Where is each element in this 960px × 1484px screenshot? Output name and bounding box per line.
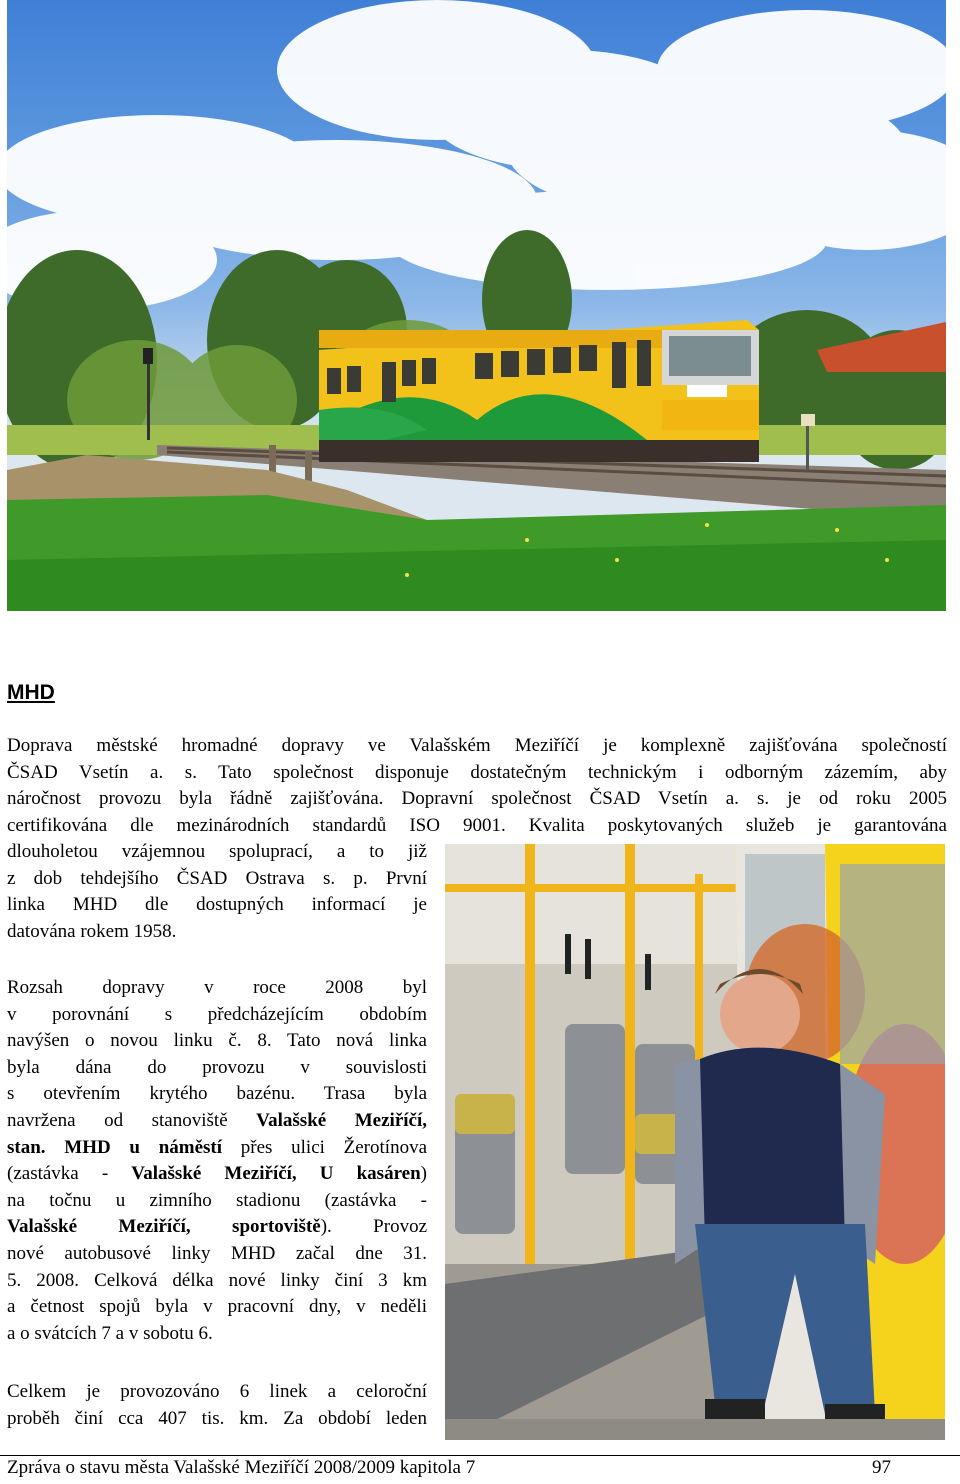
- page-footer: [0, 1448, 960, 1484]
- text-line: z dob tehdejšího ČSAD Ostrava s. p. První: [7, 867, 427, 889]
- text-line: proběh činí cca 407 tis. km. Za období leden: [7, 1407, 427, 1429]
- stop-name-bold: Valašské Meziříčí, U kasáren: [131, 1163, 421, 1185]
- text-line: a četnost spojů byla v pracovní dny, v neděli: [7, 1296, 427, 1318]
- text-line: dlouholetou vzájemnou spoluprací, a to již: [7, 841, 427, 862]
- text-line: navýšen o novou linku č. 8. Tato nová linka: [7, 1030, 427, 1052]
- text-line: certifikována dle mezinárodních standardů ISO 9001. Kvalita poskytovaných služeb je garantována: [7, 814, 947, 836]
- text-line: Celkem je provozováno 6 linek a celoroční: [7, 1381, 427, 1402]
- paragraph-operator-history: [7, 839, 427, 945]
- text-span: přes ulici Žerotínova: [222, 1136, 427, 1158]
- text-span: (zastávka -: [7, 1163, 132, 1185]
- text-line: náročnost provozu byla řádně zajišťována. Dopravní společnost ČSAD Vsetín a. s. je od roku 2005: [7, 788, 947, 810]
- text-line: [7, 1135, 427, 1162]
- text-span: navržena od stanoviště: [7, 1109, 257, 1131]
- text-line: [7, 1161, 427, 1188]
- text-line: 5. 2008. Celková délka nové linky činí 3 km: [7, 1269, 427, 1291]
- bus-ramp-photo: [445, 844, 945, 1440]
- stop-name-bold: stan. MHD u náměstí: [7, 1136, 223, 1158]
- text-line: na točnu u zimního stadionu (zastávka -: [7, 1189, 427, 1211]
- paragraph-line-8: [7, 975, 427, 1347]
- text-line: Doprava městské hromadné dopravy ve Valašském Meziříčí je komplexně zajišťována společností: [7, 735, 947, 756]
- footer-title: Zpráva o stavu města Valašské Meziříčí 2008/2009 kapitola 7: [7, 1457, 476, 1478]
- text-line: [7, 1214, 427, 1241]
- text-line: [7, 1108, 427, 1135]
- train-illustration: [7, 0, 946, 611]
- text-line: datována rokem 1958.: [7, 920, 177, 942]
- text-line: ČSAD Vsetín a. s. Tato společnost disponuje dostatečným technickým i odborným zázemím, aby: [7, 761, 947, 783]
- section-heading-mhd: MHD: [7, 681, 55, 704]
- stop-name-bold: Valašské Meziříčí, sportoviště: [7, 1216, 321, 1238]
- text-span: ): [420, 1163, 427, 1185]
- paragraph-totals: [7, 1379, 427, 1432]
- bus-illustration: [445, 844, 945, 1440]
- paragraph-operator-intro: [7, 733, 947, 839]
- text-line: byla dána do provozu v souvislosti: [7, 1056, 427, 1078]
- text-span: ). Provoz: [320, 1216, 428, 1238]
- page-number: 97: [872, 1457, 891, 1478]
- text-line: v porovnání s předcházejícím obdobím: [7, 1003, 427, 1025]
- text-line: nové autobusové linky MHD začal dne 31.: [7, 1242, 427, 1264]
- text-line: Rozsah dopravy v roce 2008 byl: [7, 977, 427, 998]
- stop-name-bold: Valašské Meziříčí,: [256, 1109, 427, 1131]
- text-line: a o svátcích 7 a v sobotu 6.: [7, 1322, 213, 1344]
- text-line: linka MHD dle dostupných informací je: [7, 894, 427, 916]
- regional-train-photo: [7, 0, 946, 611]
- text-line: s otevřením krytého bazénu. Trasa byla: [7, 1083, 427, 1105]
